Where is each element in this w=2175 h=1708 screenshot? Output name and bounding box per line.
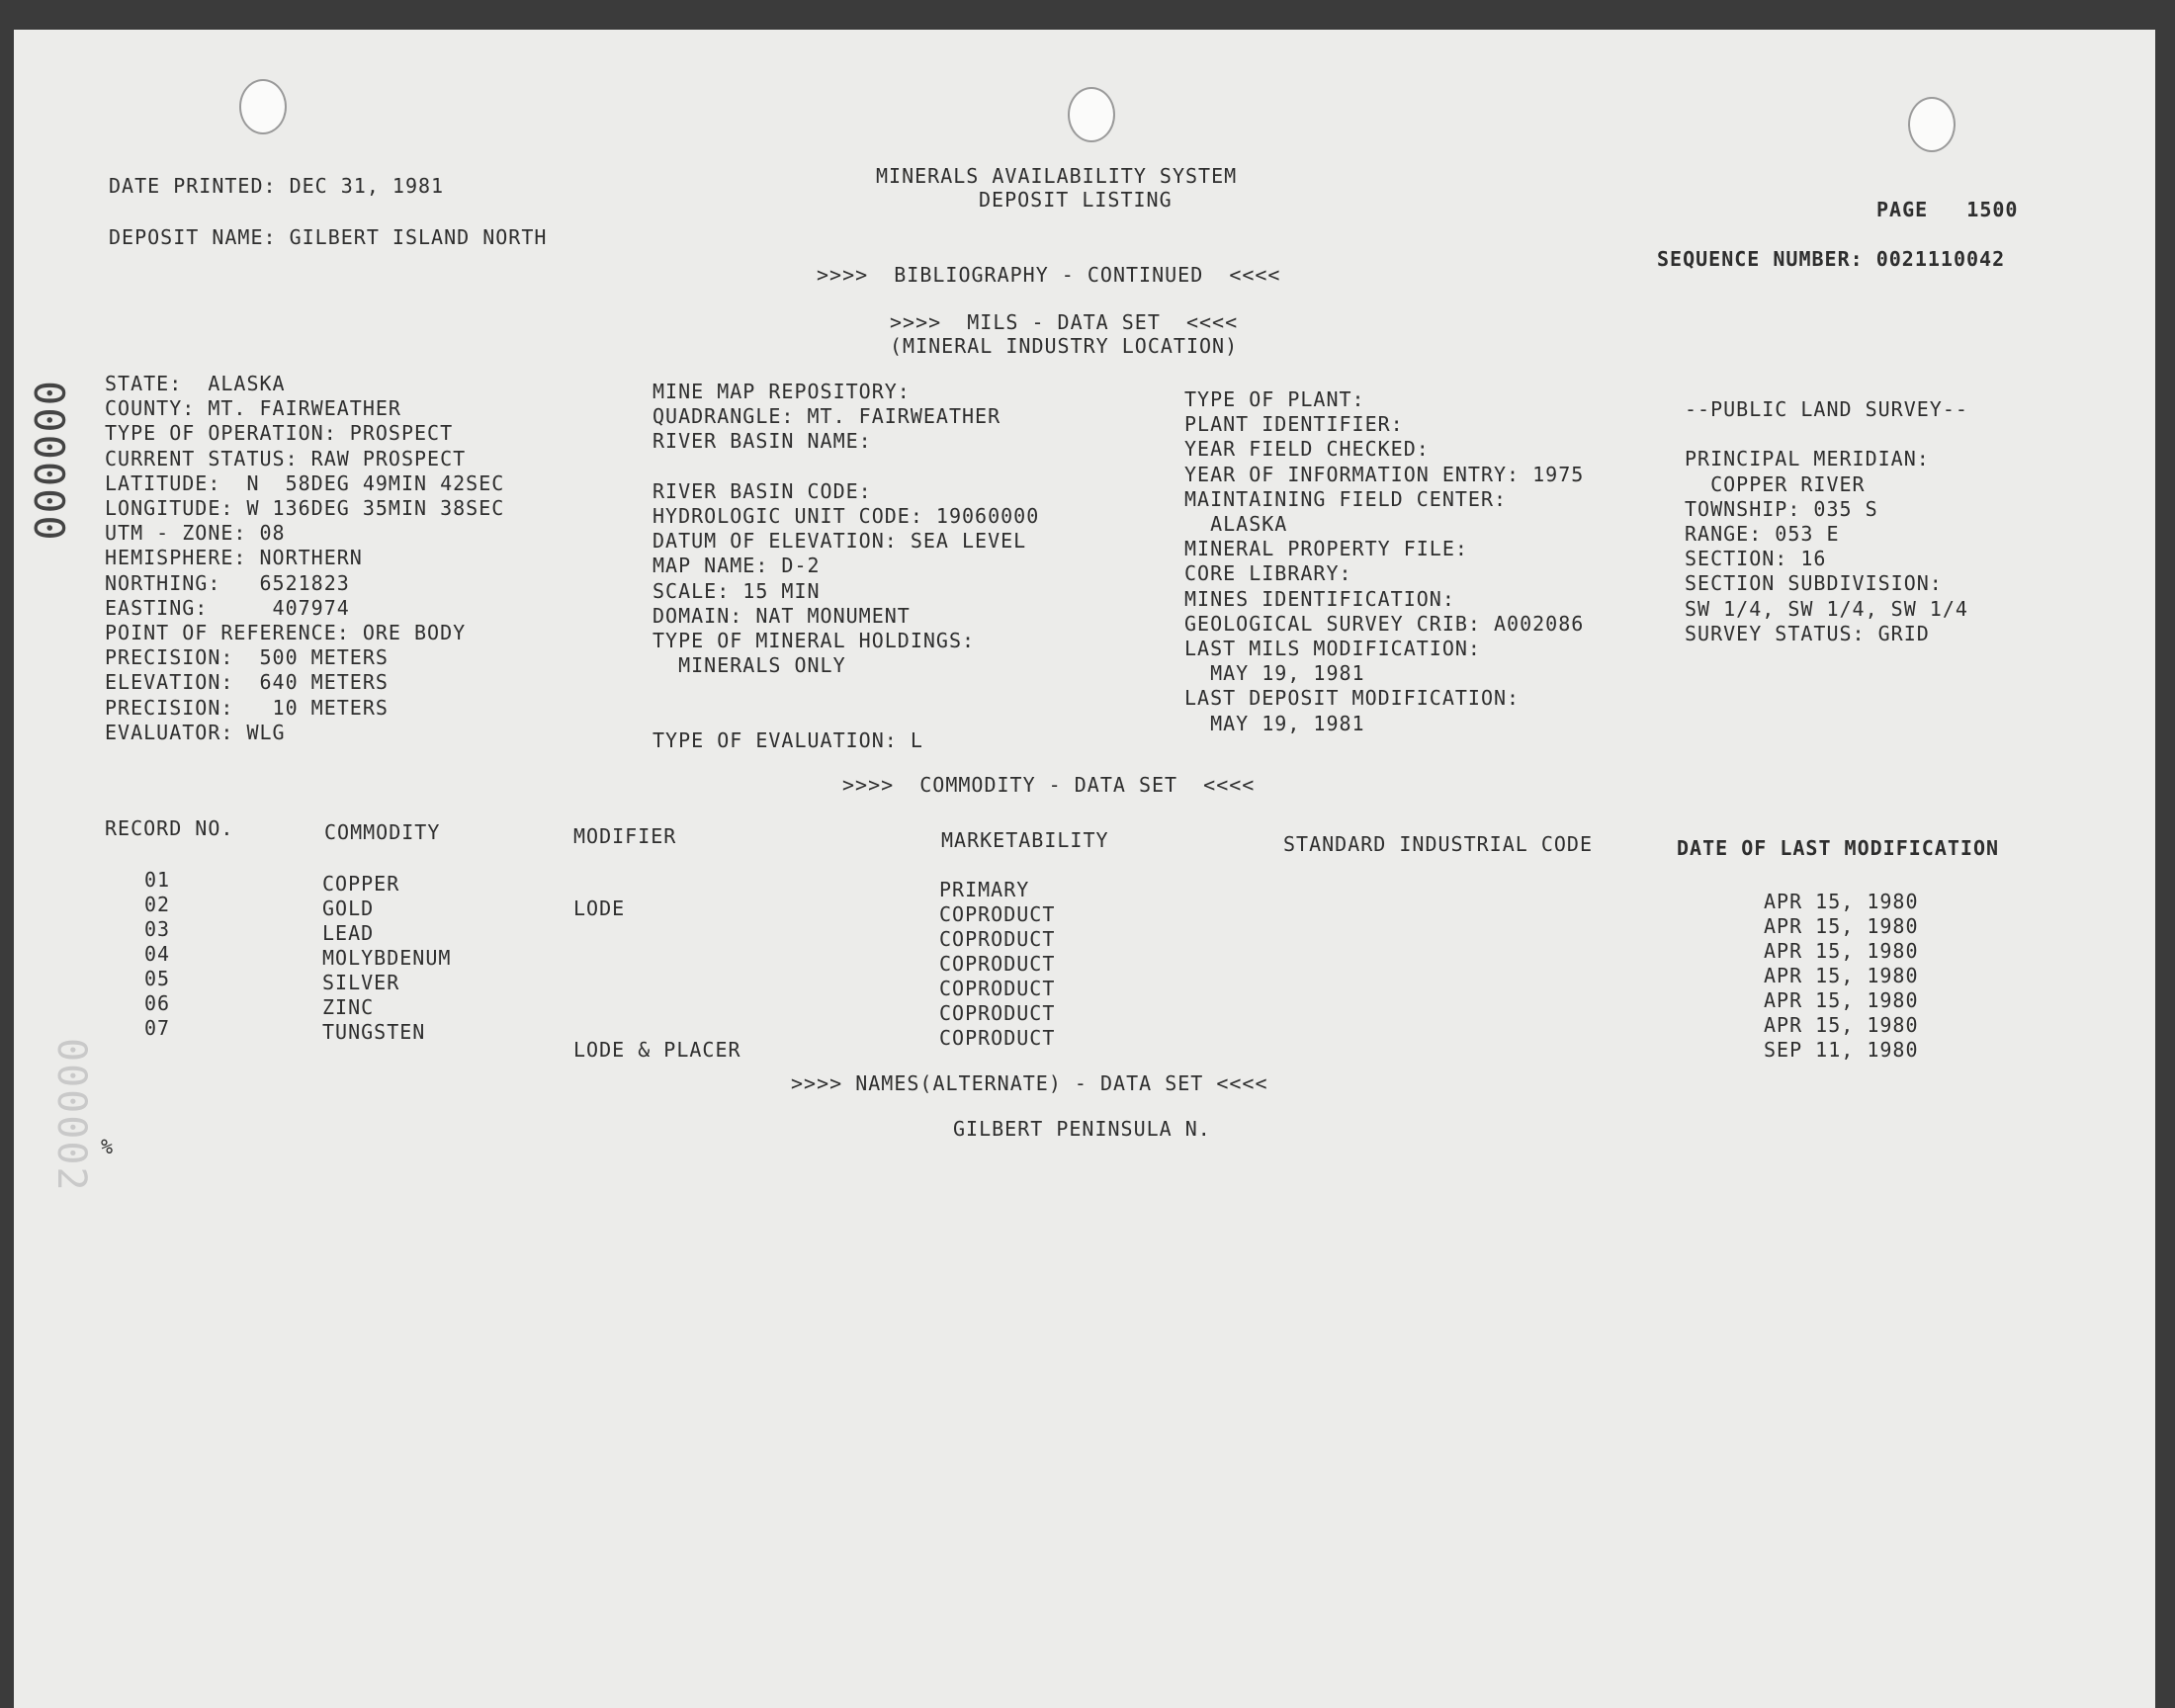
header-sic: STANDARD INDUSTRIAL CODE [1283,832,1593,856]
mils-field: SCALE: 15 MIN [652,578,821,603]
cell-marketability: COPRODUCT [939,902,1056,926]
mils-field: RIVER BASIN CODE: [652,478,872,503]
header-date-modified: DATE OF LAST MODIFICATION [1677,836,2000,860]
mils-field: MAP NAME: D-2 [652,554,821,578]
mils-field: COPPER RIVER [1685,471,1866,496]
cell-modifier: LODE & PLACER [573,1038,741,1062]
mils-field: LONGITUDE: W 136DEG 35MIN 38SEC [105,496,505,520]
mils-field: SW 1/4, SW 1/4, SW 1/4 [1685,596,1968,621]
mils-field: RIVER BASIN NAME: [652,429,872,454]
cell-marketability: COPRODUCT [939,952,1056,976]
deposit-name: DEPOSIT NAME: GILBERT ISLAND NORTH [109,225,548,249]
mils-field: PRECISION: 10 METERS [105,695,389,720]
mils-field: UTM - ZONE: 08 [105,521,286,546]
names-title: >>>> NAMES(ALTERNATE) - DATA SET <<<< [791,1071,1268,1095]
margin-stamp-bottom: 000002 [48,1038,94,1193]
bibliography-heading: >>>> BIBLIOGRAPHY - CONTINUED <<<< [817,263,1281,287]
mils-field: GEOLOGICAL SURVEY CRIB: A002086 [1184,611,1585,636]
mils-field: STATE: ALASKA [105,372,286,395]
cell-commodity: GOLD [322,897,375,920]
mils-field: MINERALS ONLY [652,653,846,678]
header-commodity: COMMODITY [324,820,441,844]
cell-date: APR 15, 1980 [1764,914,1919,938]
cell-date: APR 15, 1980 [1764,964,1919,987]
cell-record: 03 [144,917,171,941]
mils-field: MINES IDENTIFICATION: [1184,586,1455,611]
cell-marketability: COPRODUCT [939,1001,1056,1025]
punch-hole [1908,97,1956,152]
punch-hole [1068,87,1115,142]
header-marketability: MARKETABILITY [941,828,1109,852]
cell-record: 07 [144,1016,171,1040]
cell-commodity: SILVER [322,971,400,994]
cell-commodity: MOLYBDENUM [322,946,452,970]
mils-field: TOWNSHIP: 035 S [1685,496,1878,521]
mils-field: PRINCIPAL MERIDIAN: [1685,447,1930,471]
mils-field: LAST DEPOSIT MODIFICATION: [1184,686,1521,711]
cell-date: SEP 11, 1980 [1764,1038,1919,1062]
alternate-name: GILBERT PENINSULA N. [953,1117,1211,1141]
cell-date: APR 15, 1980 [1764,1013,1919,1037]
cell-date: APR 15, 1980 [1764,939,1919,963]
mils-field: LAST MILS MODIFICATION: [1184,637,1481,660]
mils-title: >>>> MILS - DATA SET <<<< [890,310,1239,334]
date-printed: DATE PRINTED: DEC 31, 1981 [109,174,445,198]
listing-title: DEPOSIT LISTING [979,188,1173,212]
header-modifier: MODIFIER [573,824,677,848]
mils-field: DATUM OF ELEVATION: SEA LEVEL [652,529,1027,554]
mils-field: SURVEY STATUS: GRID [1685,621,1930,645]
punch-hole [239,79,287,134]
cell-record: 01 [144,868,171,892]
cell-modifier: LODE [573,897,626,920]
mils-field: TYPE OF PLANT: [1184,387,1365,411]
system-title: MINERALS AVAILABILITY SYSTEM [876,164,1238,188]
mils-field: SECTION: 16 [1685,547,1827,571]
mils-field: SECTION SUBDIVISION: [1685,571,1943,596]
mils-field: POINT OF REFERENCE: ORE BODY [105,621,467,644]
mils-field: TYPE OF MINERAL HOLDINGS: [652,629,976,652]
mils-field: QUADRANGLE: MT. FAIRWEATHER [652,404,1001,429]
cell-record: 04 [144,942,171,966]
mils-field: CURRENT STATUS: RAW PROSPECT [105,446,467,470]
mils-field: ALASKA [1184,512,1288,536]
mils-field: RANGE: 053 E [1685,522,1840,546]
mils-field: YEAR FIELD CHECKED: [1184,437,1430,462]
cell-marketability: COPRODUCT [939,977,1056,1000]
cell-marketability: PRIMARY [939,878,1030,901]
mils-field: TYPE OF OPERATION: PROSPECT [105,421,454,446]
mils-field: PLANT IDENTIFIER: [1184,412,1404,437]
cell-marketability: COPRODUCT [939,1026,1056,1050]
mils-field: MINE MAP REPOSITORY: [652,380,911,403]
mils-field: MAY 19, 1981 [1184,661,1365,686]
cell-commodity: TUNGSTEN [322,1020,426,1044]
mils-field: COUNTY: MT. FAIRWEATHER [105,396,401,421]
mils-field: ELEVATION: 640 METERS [105,670,389,695]
percent-mark: % [101,1135,115,1158]
mils-field: MINERAL PROPERTY FILE: [1184,537,1468,561]
mils-field: CORE LIBRARY: [1184,561,1352,586]
mils-field: HEMISPHERE: NORTHERN [105,546,363,570]
header-record-no: RECORD NO. [105,816,234,840]
cell-commodity: COPPER [322,872,400,896]
page-number: PAGE 1500 [1876,198,2019,221]
mils-field: YEAR OF INFORMATION ENTRY: 1975 [1184,462,1585,486]
cell-marketability: COPRODUCT [939,927,1056,951]
cell-record: 06 [144,991,171,1015]
cell-record: 05 [144,967,171,990]
sequence-number: SEQUENCE NUMBER: 0021110042 [1657,247,2006,271]
mils-field: DOMAIN: NAT MONUMENT [652,603,911,628]
mils-field: MAY 19, 1981 [1184,711,1365,735]
mils-field: EVALUATOR: WLG [105,720,286,744]
mils-field: PRECISION: 500 METERS [105,645,389,670]
mils-field: LATITUDE: N 58DEG 49MIN 42SEC [105,470,505,495]
mils-field: NORTHING: 6521823 [105,570,350,595]
mils-field: --PUBLIC LAND SURVEY-- [1685,397,1968,421]
mils-field: TYPE OF EVALUATION: L [652,727,923,752]
margin-stamp-top: 000000 [25,381,73,543]
cell-date: APR 15, 1980 [1764,988,1919,1012]
cell-commodity: ZINC [322,995,375,1019]
cell-commodity: LEAD [322,921,375,945]
commodity-title: >>>> COMMODITY - DATA SET <<<< [842,773,1256,797]
mils-field: EASTING: 407974 [105,595,350,620]
printout-page [14,30,2155,1708]
cell-record: 02 [144,893,171,916]
mils-field: HYDROLOGIC UNIT CODE: 19060000 [652,504,1040,528]
cell-date: APR 15, 1980 [1764,890,1919,913]
mils-subtitle: (MINERAL INDUSTRY LOCATION) [890,334,1239,358]
mils-field: MAINTAINING FIELD CENTER: [1184,486,1508,511]
